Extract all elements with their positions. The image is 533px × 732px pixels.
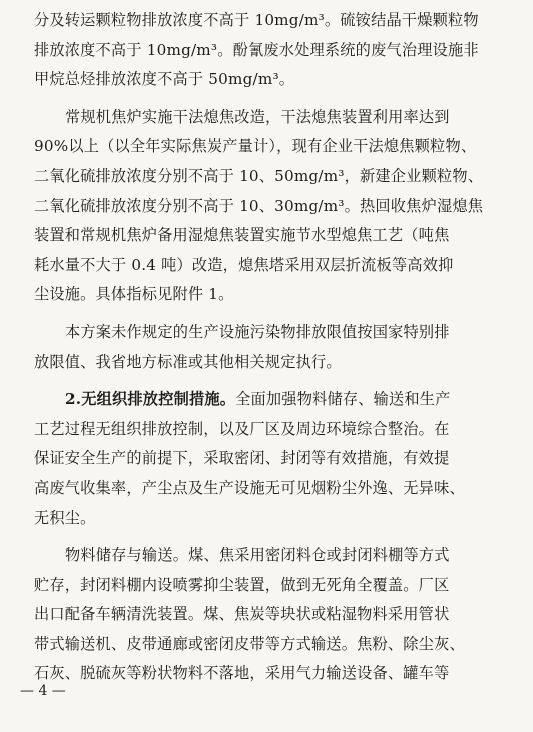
- text-line: 物料储存与输送。煤、焦采用密闭料仓或封闭料棚等方式: [65, 546, 450, 565]
- text-line: 分及转运颗粒物排放浓度不高于 10mg/m³。硫铵结晶干燥颗粒物: [34, 11, 479, 29]
- text-line: 90%以上（以全年实际焦炭产量计），现有企业干法熄焦颗粒物、: [34, 137, 477, 156]
- page-number: — 4 —: [20, 683, 66, 699]
- text-line: 装置和常规机焦炉备用湿熄焦装置实施节水型熄焦工艺（吨焦: [34, 226, 450, 245]
- text-line: 本方案未作规定的生产设施污染物排放限值按国家特别排: [65, 322, 450, 341]
- section-line: [34, 385, 504, 415]
- text-line: 耗水量不大于 0.4 吨）改造，熄焦塔采用双层折流板等高效抑: [34, 255, 454, 274]
- text-line: 保证安全生产的前提下，采取密闭、封闭等有效措施，有效提: [34, 449, 450, 468]
- text-line: 常规机焦炉实施干法熄焦改造，干法熄焦装置利用率达到: [65, 107, 450, 126]
- text-line: 二氧化硫排放浓度分别不高于 10、30mg/m³。热回收焦炉湿熄焦: [34, 196, 484, 215]
- text-line: 高废气收集率，产尘点及生产设施无可见烟粉尘外逸、无异味、: [34, 478, 465, 497]
- section-heading: 2.无组织排放控制措施。: [65, 390, 236, 409]
- text-line: 排放浓度不高于 10mg/m³。酚氰废水处理系统的废气治理设施非: [34, 40, 479, 59]
- section-text: 全面加强物料储存、输送和生产: [235, 390, 451, 409]
- document-body: [34, 6, 504, 689]
- text-line: 尘设施。具体指标见附件 1。: [34, 285, 234, 304]
- text-line: 工艺过程无组织排放控制，以及厂区及周边环境综合整治。在: [34, 419, 450, 438]
- text-line: 二氧化硫排放浓度分别不高于 10、50mg/m³，新建企业颗粒物、: [34, 166, 484, 185]
- text-line: 石灰、脱硫灰等粉状物料不落地，采用气力输送设备、罐车等: [34, 664, 450, 683]
- text-line: 无积尘。: [34, 508, 96, 527]
- text-line: 放限值、我省地方标准或其他相关规定执行。: [34, 352, 342, 371]
- text-line: 贮存，封闭料棚内设喷雾抑尘装置，做到无死角全覆盖。厂区: [34, 575, 450, 594]
- text-line: 带式输送机、皮带通廊或密闭皮带等方式输送。焦粉、除尘灰、: [34, 634, 465, 653]
- text-line: 甲烷总烃排放浓度不高于 50mg/m³。: [34, 70, 295, 89]
- text-line: 出口配备车辆清洗装置。煤、焦炭等块状或粘湿物料采用管状: [34, 605, 450, 624]
